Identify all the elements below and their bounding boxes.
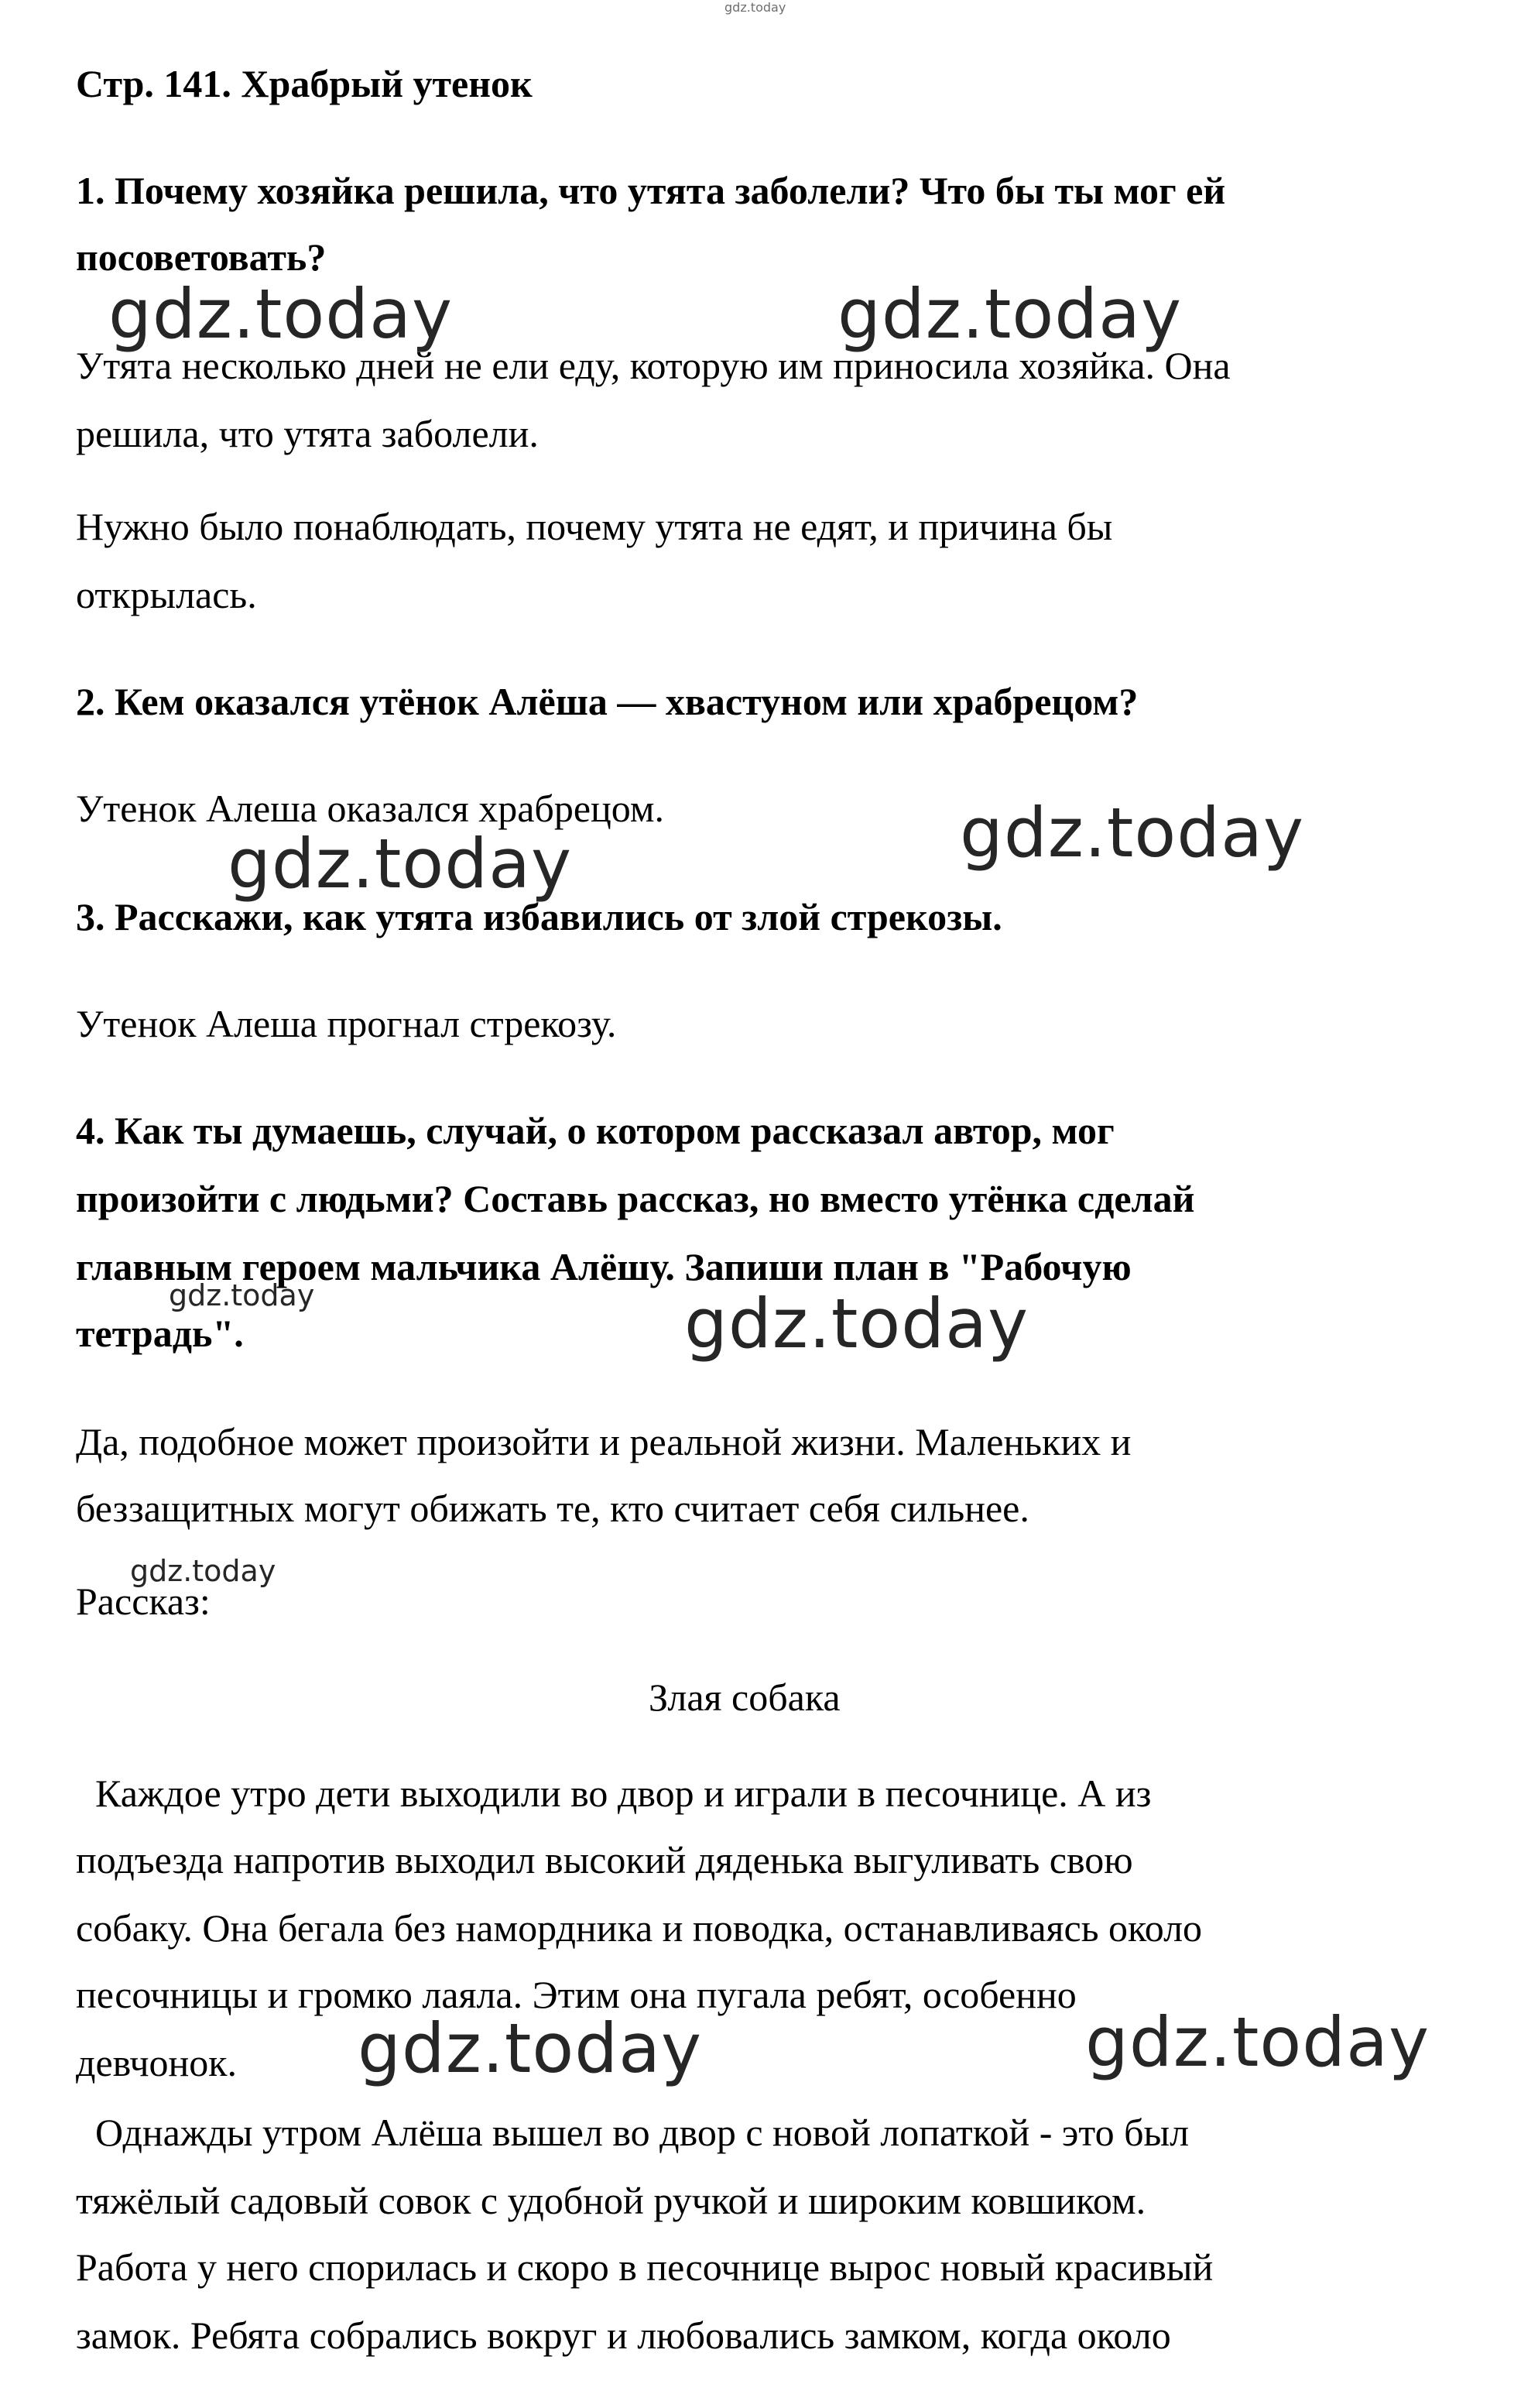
question-1-line-1: 1. Почему хозяйка решила, что утята заболели? Что бы ты мог ей xyxy=(76,169,1226,212)
watermark: gdz.today xyxy=(684,1284,1029,1364)
answer-1-line-1: Утята несколько дней не ели еду, которую им приносила хозяйка. Она xyxy=(76,344,1231,387)
question-1-line-2: посоветовать? xyxy=(76,235,327,279)
question-4-line-1: 4. Как ты думаешь, случай, о котором рассказал автор, мог xyxy=(76,1109,1115,1152)
watermark: gdz.today xyxy=(358,2008,703,2088)
watermark-top: gdz.today xyxy=(724,0,786,15)
story-p2-line-2: тяжёлый садовый совок с удобной ручкой и широким ковшиком. xyxy=(76,2179,1146,2222)
story-p2-line-3: Работа у него спорилась и скоро в песочнице вырос новый красивый xyxy=(76,2245,1214,2289)
question-4-line-2: произойти с людьми? Составь рассказ, но вместо утёнка сделай xyxy=(76,1177,1195,1220)
answer-1-line-3: Нужно было понаблюдать, почему утята не едят, и причина бы xyxy=(76,505,1113,548)
question-2-line-1: 2. Кем оказался утёнок Алёша — хвастуном или храбрецом? xyxy=(76,680,1139,723)
question-4-line-3: главным героем мальчика Алёшу. Запиши план в "Рабочую xyxy=(76,1245,1132,1288)
story-p2-line-1: Однажды утром Алёша вышел во двор с новой лопаткой - это был xyxy=(76,2111,1190,2154)
answer-1-line-2: решила, что утята заболели. xyxy=(76,412,539,455)
watermark: gdz.today xyxy=(169,1278,315,1312)
watermark: gdz.today xyxy=(960,793,1305,873)
page-title: Стр. 141. Храбрый утенок xyxy=(76,62,533,105)
story-p1-line-4: песочницы и громко лаяла. Этим она пугала ребят, особенно xyxy=(76,1973,1077,2016)
watermark: gdz.today xyxy=(108,274,454,354)
answer-1-line-4: открылась. xyxy=(76,573,257,616)
story-p1-line-3: собаку. Она бегала без намордника и поводка, останавливаясь около xyxy=(76,1906,1203,1950)
answer-2-line-1: Утенок Алеша оказался храбрецом. xyxy=(76,787,664,830)
watermark: gdz.today xyxy=(130,1554,276,1588)
watermark: gdz.today xyxy=(837,274,1183,354)
story-label: Рассказ: xyxy=(76,1580,211,1623)
answer-4-line-1: Да, подобное может произойти и реальной жизни. Маленьких и xyxy=(76,1420,1132,1463)
story-p1-line-2: подъезда напротив выходил высокий дяденька выгуливать свою xyxy=(76,1838,1133,1881)
answer-4-line-2: беззащитных могут обижать те, кто считает себя сильнее. xyxy=(76,1487,1029,1530)
watermark: gdz.today xyxy=(1085,2002,1430,2082)
story-p1-line-5: девчонок. xyxy=(76,2041,238,2084)
question-4-line-4: тетрадь". xyxy=(76,1312,244,1355)
question-3-line-1: 3. Расскажи, как утята избавились от злой стрекозы. xyxy=(76,895,1002,938)
answer-3-line-1: Утенок Алеша прогнал стрекозу. xyxy=(76,1002,617,1045)
story-p2-line-4: замок. Ребята собрались вокруг и любовались замком, когда около xyxy=(76,2314,1171,2357)
story-p1-line-1: Каждое утро дети выходили во двор и играли в песочнице. А из xyxy=(76,1772,1152,1815)
story-title: Злая собака xyxy=(649,1676,841,1719)
watermark: gdz.today xyxy=(228,824,573,904)
